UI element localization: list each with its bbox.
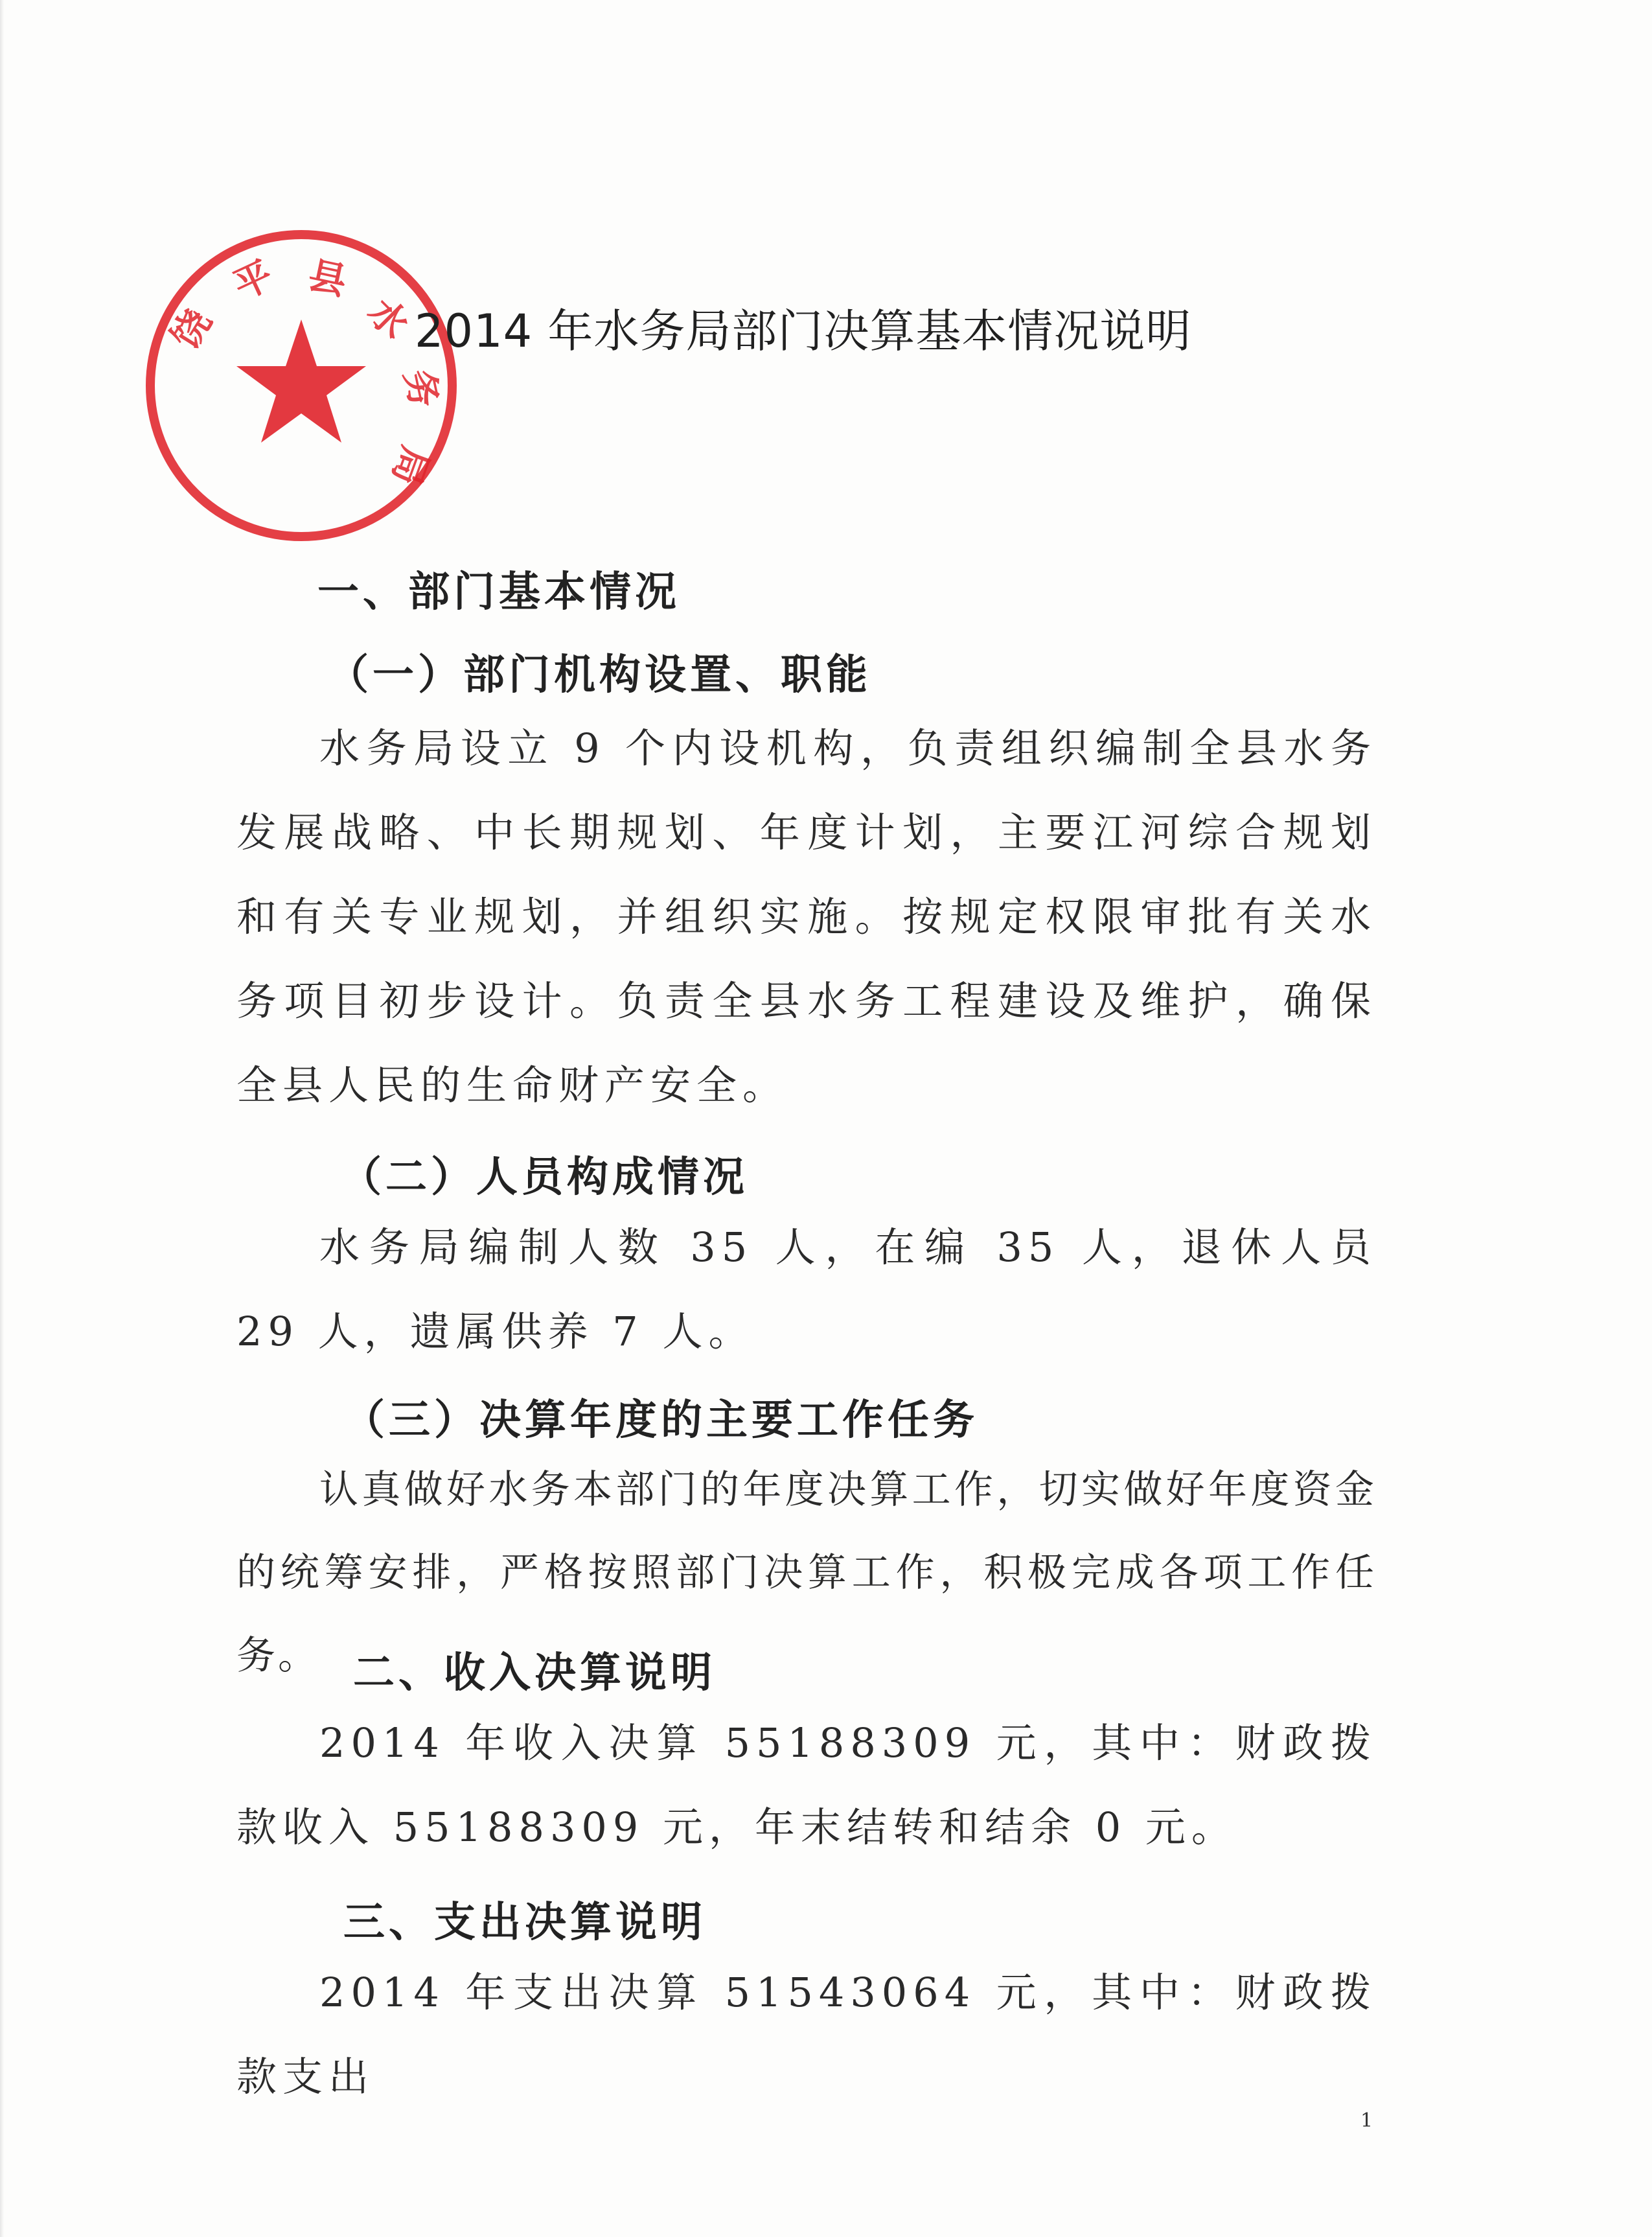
svg-text:水: 水	[360, 289, 418, 347]
paragraph-organization: 水务局设立 9 个内设机构，负责组织编制全县水务发展战略、中长期规划、年度计划，主要江河综合规划和有关专业规划，并组织实施。按规定权限审批有关水务项目初步设计。负责全县水务工程建设及维护，确保全县人民的生命财产安全。	[236, 724, 1377, 1109]
svg-text:饶: 饶	[163, 301, 220, 357]
scan-edge-shadow	[0, 0, 4, 2237]
subheading-main-tasks: （三）决算年度的主要工作任务	[343, 1396, 978, 1444]
section-heading-income: 二、收入决算说明	[353, 1649, 716, 1697]
seal-star-icon	[236, 319, 366, 443]
svg-text:务: 务	[396, 365, 447, 411]
section-heading-expenditure: 三、支出决算说明	[343, 1898, 706, 1947]
paragraph-expenditure: 2014 年支出决算 51543064 元，其中：财政拨款支出	[236, 1969, 1377, 2100]
subheading-staffing: （二）人员构成情况	[340, 1153, 748, 1201]
svg-text:平: 平	[227, 252, 280, 308]
document-title: 2014 年水务局部门决算基本情况说明	[415, 305, 1192, 358]
svg-text:县: 县	[304, 253, 350, 304]
paragraph-staffing: 水务局编制人数 35 人，在编 35 人，退休人员 29 人，遗属供养 7 人。	[236, 1223, 1377, 1355]
section-heading-basic-info: 一、部门基本情况	[317, 568, 680, 616]
svg-text:局: 局	[384, 441, 438, 491]
subheading-organization: （一）部门机构设置、职能	[327, 651, 871, 699]
paragraph-main-tasks: 认真做好水务本部门的年度决算工作，切实做好年度资金的统筹安排，严格按照部门决算工作，积极完成各项工作任务。	[236, 1467, 1377, 1678]
page-number: 1	[1360, 2109, 1373, 2132]
official-seal-icon	[139, 224, 463, 548]
paragraph-income: 2014 年收入决算 55188309 元，其中：财政拨款收入 55188309 元，年末结转和结余 0 元。	[236, 1719, 1377, 1851]
